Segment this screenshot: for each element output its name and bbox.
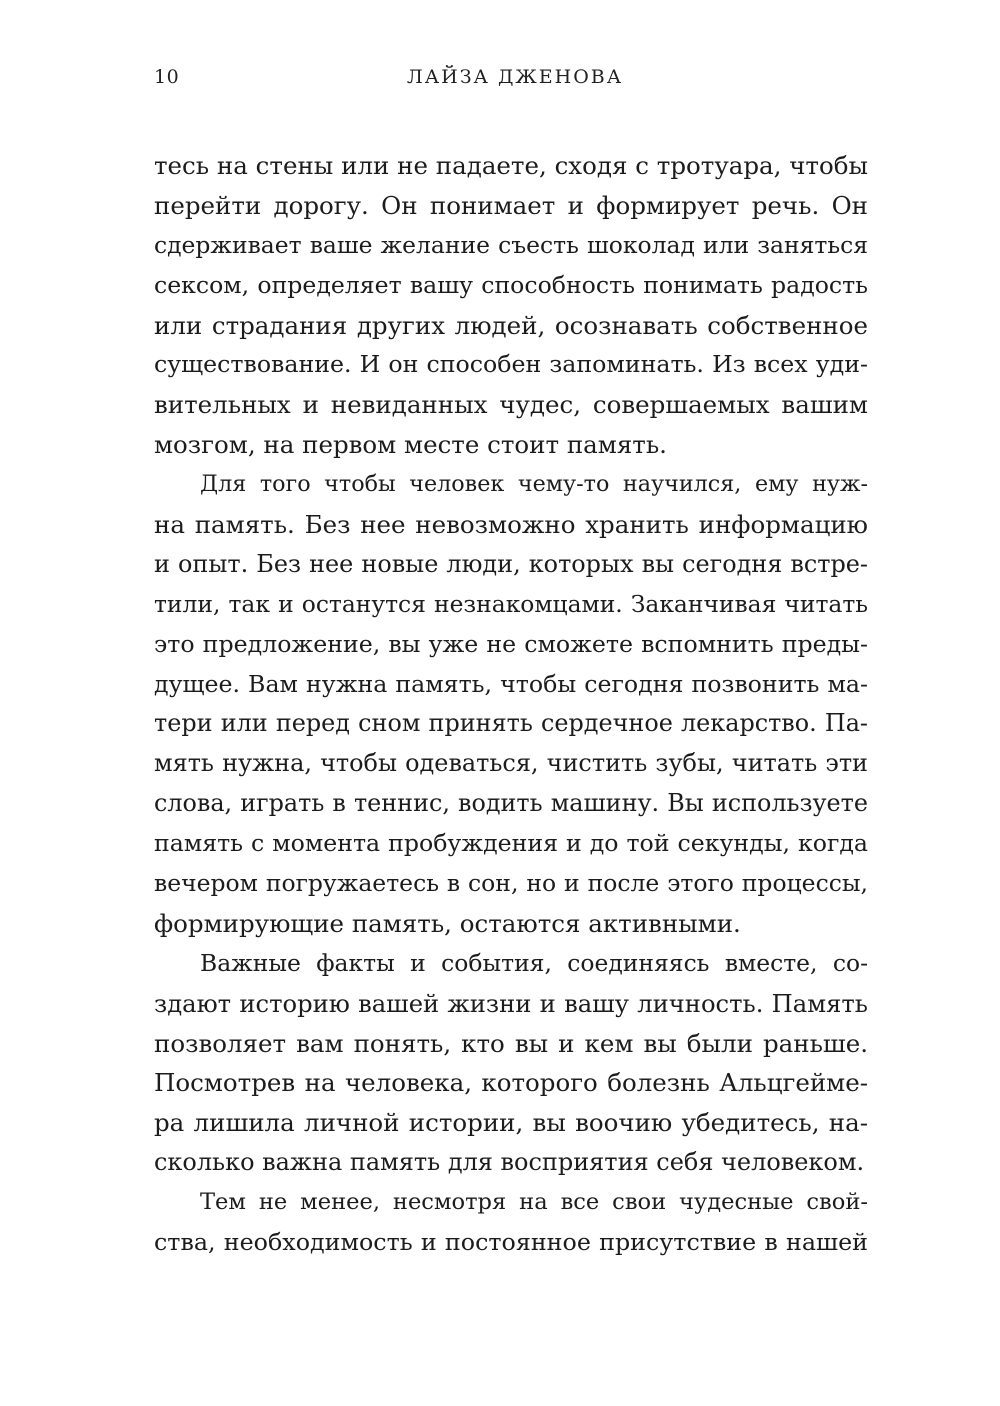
- text-line: мозгом, на первом месте стоит память.: [154, 430, 667, 460]
- paragraph-3: [154, 944, 868, 1183]
- text-line: Для того чтобы человек чему-то научился, ему нуж-: [200, 471, 868, 498]
- text-line: здают историю вашей жизни и вашу личность. Память: [154, 988, 868, 1018]
- text-line: сексом, определяет вашу способность понимать радость: [154, 270, 868, 299]
- text-line: вечером погружаетесь в сон, но и после этого процессы,: [154, 869, 868, 898]
- text-line: память с момента пробуждения и до той секунды, когда: [154, 829, 868, 858]
- text-line: и опыт. Без нее новые люди, которых вы сегодня встре-: [154, 549, 868, 578]
- text-line: тесь на стены или не падаете, сходя с тротуара, чтобы: [154, 151, 868, 180]
- text-line: это предложение, вы уже не сможете вспомнить преды-: [154, 629, 868, 658]
- page-number: 10: [154, 66, 180, 88]
- paragraph-4: [154, 1183, 868, 1263]
- text-line: существование. И он способен запоминать. Из всех уди-: [154, 350, 868, 379]
- body-text: [154, 146, 868, 1263]
- text-line: вительных и невиданных чудес, совершаемых вашим: [154, 390, 868, 420]
- text-line: тили, так и останутся незнакомцами. Заканчивая читать: [154, 589, 868, 618]
- text-line: ства, необходимость и постоянное присутствие в нашей: [154, 1228, 868, 1257]
- text-line: позволяет вам понять, кто вы и кем вы были раньше.: [154, 1028, 868, 1058]
- text-line: Посмотрев на человека, которого болезнь Альцгейме-: [154, 1068, 868, 1098]
- text-line: слова, играть в теннис, водить машину. Вы используете: [154, 789, 868, 818]
- text-line: тери или перед сном принять сердечное лекарство. Па-: [154, 709, 868, 738]
- text-line: Важные факты и события, соединяясь вместе, со-: [200, 948, 868, 977]
- text-line: перейти дорогу. Он понимает и формирует речь. Он: [154, 190, 868, 220]
- text-line: дущее. Вам нужна память, чтобы сегодня позвонить ма-: [154, 669, 868, 698]
- text-line: сдерживает ваше желание съесть шоколад или заняться: [154, 230, 868, 259]
- text-line: на память. Без нее невозможно хранить информацию: [154, 510, 868, 540]
- paragraph-2: [154, 465, 868, 944]
- text-line: Тем не менее, несмотря на все свои чудесные свой-: [200, 1189, 868, 1216]
- text-line: сколько важна память для восприятия себя человеком.: [154, 1148, 865, 1177]
- running-head-author: ЛАЙЗА ДЖЕНОВА: [406, 66, 624, 88]
- text-line: или страдания других людей, осознавать собственное: [154, 310, 868, 340]
- text-line: мять нужна, чтобы одеваться, чистить зубы, читать эти: [154, 749, 868, 778]
- text-line: ра лишила личной истории, вы воочию убедитесь, на-: [154, 1108, 868, 1138]
- paragraph-1: [154, 146, 868, 465]
- text-line: формирующие память, остаются активными.: [154, 908, 741, 938]
- running-head: [154, 66, 868, 96]
